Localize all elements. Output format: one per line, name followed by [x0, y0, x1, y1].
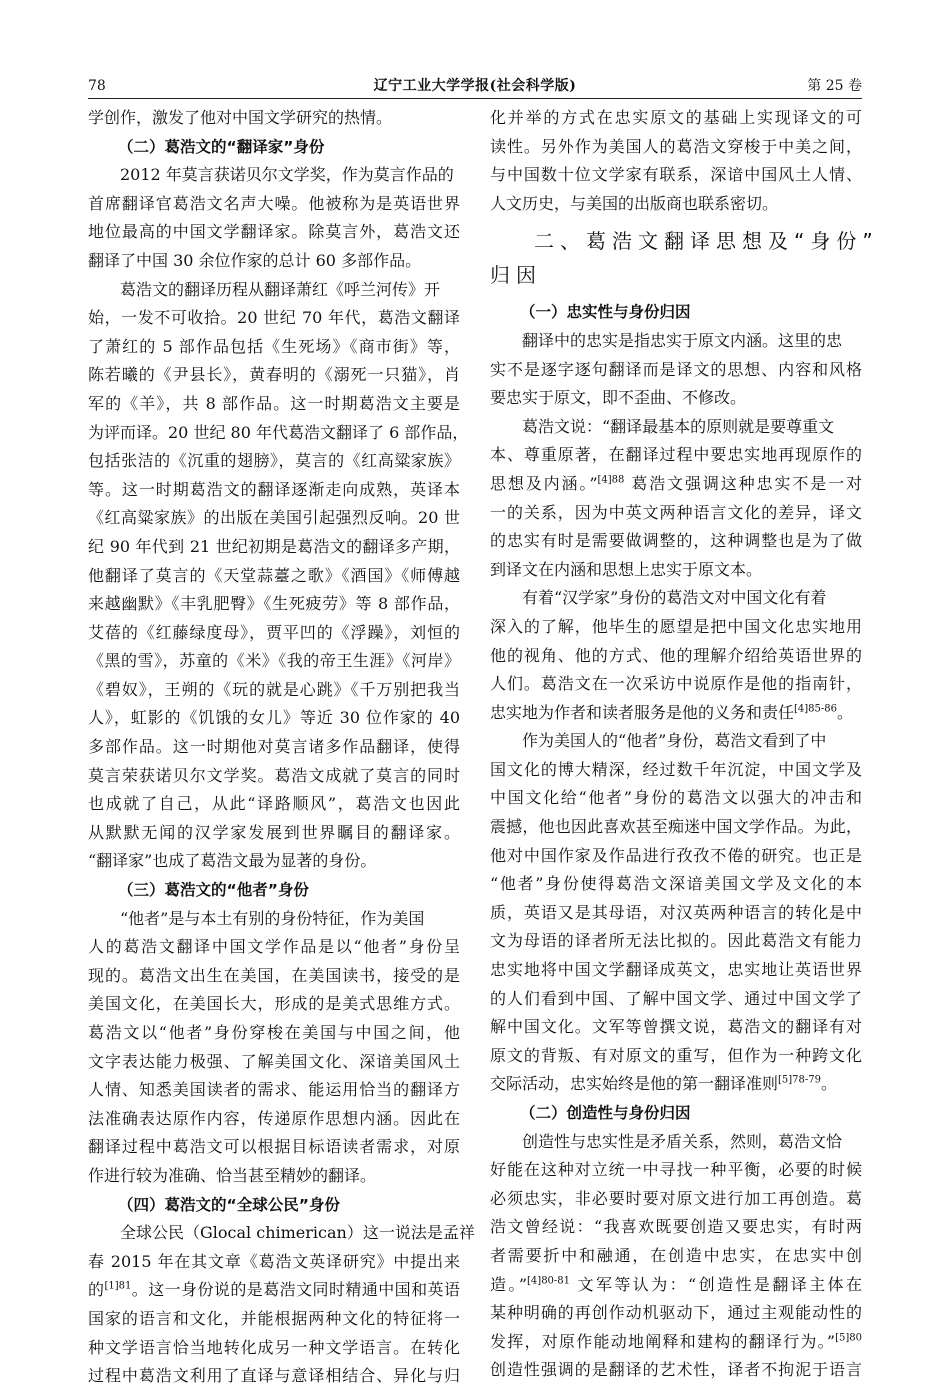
line-text: 葛浩文以“他者”身份穿梭在美国与中国之间，他 [88, 1023, 460, 1042]
text-line [88, 704, 460, 733]
line-text: 首席翻译官葛浩文名声大噪。他被称为是英语世界 [88, 193, 460, 213]
line-text: （一）忠实性与身份归因 [520, 303, 691, 322]
line-text: 葛浩文的翻译历程从翻译萧红《呼兰河传》开 [120, 279, 441, 299]
line-text: 纪 90 年代到 21 世纪初期是葛浩文的翻译多产期， [88, 536, 460, 556]
line-text: 深入的了解，他毕生的愿望是把中国文化忠实地用 [490, 616, 862, 636]
text-line [88, 1162, 460, 1191]
text-line [490, 956, 862, 985]
paragraph-first-line [490, 327, 862, 356]
text-line [88, 1019, 460, 1048]
line-text: 法准确表达原作内容，传递原作思想内涵。因此在 [88, 1108, 460, 1128]
line-text-tail: 。这一身份说的是葛浩文同时精通中国和英语 [131, 1280, 460, 1300]
line-text: 从默默无闻的汉学家发展到世界瞩目的翻译家。 [88, 822, 460, 842]
line-text: 翻译中的忠实是指忠实于原文内涵。这里的忠 [522, 330, 843, 350]
paragraph-first-line [490, 413, 862, 442]
line-text: 军的《羊》，共 8 部作品。这一时期葛浩文主要是 [88, 393, 460, 413]
line-text: 二、葛浩文翻译思想及“身份” [534, 229, 879, 254]
line-text: 本、尊重原著，在翻译过程中要忠实地再现原作的 [490, 445, 862, 465]
text-line [490, 1213, 862, 1242]
line-text: 忠实地将中国文学翻译成英文，忠实地让英语世界 [490, 960, 862, 980]
text-line [88, 790, 460, 819]
line-text: 好能在这种对立统一中寻找一种平衡，必要的时候 [490, 1160, 862, 1180]
text-line [490, 842, 862, 871]
journal-title: 辽宁工业大学学报(社会科学版) [373, 78, 577, 94]
text-line [490, 441, 862, 470]
line-text: 有着“汉学家”身份的葛浩文对中国文化有着 [522, 588, 827, 608]
text-line [490, 1013, 862, 1042]
line-text: 国家的语言和文化，并能根据两种文化的特征将一 [88, 1308, 460, 1328]
line-text: 创造性与忠实性是矛盾关系，然则，葛浩文恰 [522, 1131, 843, 1151]
line-text: 他对中国作家及作品进行孜孜不倦的研究。也正是 [490, 845, 862, 865]
text-line [88, 1305, 460, 1334]
text-line [490, 384, 862, 413]
text-line [88, 333, 460, 362]
line-text: 翻译了中国 30 余位作家的总计 60 多部作品。 [88, 250, 422, 270]
line-text: 美国文化，在美国长大，形成的是美式思维方式。 [88, 994, 460, 1014]
subsection-heading [88, 1191, 460, 1220]
text-line [88, 190, 460, 219]
line-text: 等。这一时期葛浩文的翻译逐渐走向成熟，英译本 [88, 479, 460, 499]
paragraph-first-line [88, 905, 460, 934]
paragraph-first-line [88, 276, 460, 305]
text-line [88, 1334, 460, 1363]
text-line [490, 104, 862, 133]
line-text-tail: 。 [837, 702, 854, 722]
text-line [490, 670, 862, 699]
text-line [490, 756, 862, 785]
line-text: 忠实地为作者和读者服务是他的义务和责任 [490, 702, 795, 722]
section-heading-continued [490, 258, 862, 292]
text-line [88, 819, 460, 848]
line-text: 必须忠实，非必要时要对原文进行加工再创造。葛 [490, 1188, 862, 1208]
line-text: 春 2015 年在其文章《葛浩文英译研究》中提出来 [88, 1251, 460, 1271]
citation-reference: [4]88 [597, 474, 625, 486]
line-text: 人们。葛浩文在一次采访中说原作是他的指南针， [490, 674, 862, 694]
text-line [490, 499, 862, 528]
paragraph-first-line [88, 161, 460, 190]
line-text: 始，一发不可收拾。20 世纪 70 年代，葛浩文翻译 [88, 308, 460, 328]
line-text: 的人们看到中国、了解中国文学、通过中国文学了 [490, 988, 862, 1008]
line-text: 某种明确的再创作动机驱动下，通过主观能动性的 [490, 1303, 862, 1323]
line-text: 归因 [490, 263, 542, 288]
text-line [490, 470, 862, 499]
line-text: 浩文曾经说：“我喜欢既要创造又要忠实，有时两 [490, 1217, 862, 1237]
line-text: 读性。另外作为美国人的葛浩文穿梭于中美之间， [490, 136, 862, 156]
line-text: 原文的背叛、有对原文的重写，但作为一种跨文化 [490, 1045, 862, 1065]
line-text: 多部作品。这一时期他对莫言诸多作品翻译，使得 [88, 737, 460, 757]
text-line [88, 847, 460, 876]
line-text: 震撼，他也因此喜欢甚至痴迷中国文学作品。为此， [490, 817, 862, 837]
text-line [88, 419, 469, 448]
text-line [88, 619, 460, 648]
line-text: 也成就了自己，从此“译路顺风”，葛浩文也因此 [88, 794, 460, 814]
line-text: 全球公民（Glocal chimerican）这一说法是孟祥 [120, 1223, 475, 1243]
line-text: 2012 年莫言获诺贝尔文学奖，作为莫言作品的 [120, 165, 454, 185]
text-line [88, 762, 460, 791]
line-text: “他者”身份使得葛浩文深谙美国文学及文化的本 [490, 874, 862, 894]
citation-reference: [1]81 [104, 1281, 132, 1293]
line-text: 学创作，激发了他对中国文学研究的热情。 [88, 108, 393, 127]
line-text: 葛浩文说：“翻译最基本的原则就是要尊重文 [522, 416, 835, 436]
text-line [88, 562, 460, 591]
line-text: 陈若曦的《尹县长》，黄春明的《溺死一只猫》，肖 [88, 365, 460, 385]
text-line [88, 533, 460, 562]
paragraph-first-line [88, 1219, 475, 1248]
text-line [88, 933, 460, 962]
text-line [490, 870, 862, 899]
line-text: 的 [88, 1280, 105, 1300]
line-text: 交际活动，忠实始终是他的第一翻译准则 [490, 1074, 779, 1094]
text-line [88, 1076, 460, 1105]
line-text: 来越幽默》《丰乳肥臀》《生死疲劳》等 8 部作品， [88, 594, 460, 614]
line-text: 的忠实有时是需要做调整的，这种调整也是为了做 [490, 531, 862, 551]
text-line [490, 813, 862, 842]
line-text: 他翻译了莫言的《天堂蒜薹之歌》《酒国》《师傅越 [88, 565, 460, 585]
text-line [490, 927, 862, 956]
text-line [490, 161, 862, 190]
text-line [88, 1276, 460, 1305]
line-text-tail: 葛浩文强调这种忠实不是一对 [624, 473, 862, 493]
subsection-heading [88, 876, 460, 905]
subsection-heading [490, 298, 862, 327]
text-line [88, 1362, 460, 1391]
line-text: 艾蓓的《红藤绿度母》，贾平凹的《浮躁》，刘恒的 [88, 622, 460, 642]
line-text: 国文化的博大精深，经过数千年沉淀，中国文学及 [490, 759, 862, 779]
text-line [490, 899, 862, 928]
text-line [490, 1070, 862, 1099]
text-line [490, 1156, 862, 1185]
line-text: 文为母语的译者所无法比拟的。因此葛浩文有能力 [490, 931, 862, 951]
text-line [88, 990, 460, 1019]
line-text: 他的视角、他的方式、他的理解介绍给英语世界的 [490, 645, 862, 665]
text-line [88, 962, 460, 991]
line-text: 中国文化给“他者”身份的葛浩文以强大的冲击和 [490, 788, 862, 808]
line-text: 造。” [490, 1274, 528, 1294]
line-text: 思想及内涵。” [490, 473, 598, 493]
line-text: 创造性强调的是翻译的艺术性，译者不拘泥于语言 [490, 1360, 862, 1380]
line-text: “他者”是与本土有别的身份特征，作为美国 [120, 908, 425, 928]
text-line [490, 1242, 862, 1271]
running-header [88, 74, 862, 99]
line-text: 发挥，对原作能动地阐释和建构的翻译行为。” [490, 1331, 836, 1351]
citation-reference: [5]80 [835, 1332, 862, 1344]
section-heading [490, 224, 879, 258]
citation-reference: [5]78-79 [778, 1075, 822, 1087]
line-text: 作进行较为准确、恰当甚至精妙的翻译。 [88, 1165, 377, 1185]
text-line [490, 1299, 862, 1328]
line-text: 了萧红的 5 部作品包括《生死场》《商市街》等， [88, 336, 460, 356]
text-line [88, 476, 460, 505]
text-line [490, 985, 862, 1014]
subsection-heading [88, 133, 460, 162]
right-column [490, 104, 879, 1385]
citation-reference: [4]80-81 [527, 1275, 571, 1287]
line-text: 翻译过程中葛浩文可以根据目标语读者需求，对原 [88, 1137, 460, 1157]
subsection-heading [490, 1099, 862, 1128]
line-text: 到译文在内涵和思想上忠实于原文本。 [490, 559, 763, 579]
text-line [88, 1133, 460, 1162]
text-line [88, 1048, 460, 1077]
line-text: 作为美国人的“他者”身份，葛浩文看到了中 [522, 731, 827, 751]
text-line [88, 676, 460, 705]
text-line [490, 784, 862, 813]
line-text: 质，英语又是其母语，对汉英两种语言的转化是中 [490, 902, 862, 922]
text-line [490, 642, 862, 671]
text-line [88, 447, 460, 476]
line-text: 一的关系，因为中英文两种语言文化的差异，译文 [490, 502, 862, 522]
line-text: 过程中葛浩文利用了直译与意译相结合、异化与归 [88, 1366, 460, 1386]
text-line [88, 390, 460, 419]
line-text: 与中国数十位文学家有联系，深谙中国风土人情、 [490, 165, 862, 185]
text-line [88, 304, 460, 333]
text-line [490, 356, 862, 385]
line-text: 莫言荣获诺贝尔文学奖。葛浩文成就了莫言的同时 [88, 765, 460, 785]
text-line [88, 647, 460, 676]
text-line [88, 361, 460, 390]
line-text-tail: 文军等认为：“创造性是翻译主体在 [570, 1274, 862, 1294]
line-text: 解中国文化。文军等曾撰文说，葛浩文的翻译有对 [490, 1017, 862, 1037]
text-line [490, 699, 862, 728]
volume-label: 第 25 卷 [807, 78, 862, 94]
citation-reference: [4]85-86 [794, 703, 838, 715]
line-text: 者需要折中和融通，在创造中忠实，在忠实中创 [490, 1245, 862, 1265]
paragraph-first-line [490, 584, 862, 613]
text-line [490, 556, 862, 585]
text-line [88, 218, 460, 247]
paragraph-first-line [490, 1128, 862, 1157]
text-line [88, 247, 460, 276]
text-line [490, 1185, 862, 1214]
line-text: 现的。葛浩文出生在美国，在美国读书，接受的是 [88, 965, 460, 985]
text-line [88, 1248, 460, 1277]
line-text: 人文历史，与美国的出版商也联系密切。 [490, 193, 779, 213]
left-column [88, 104, 475, 1391]
text-line [490, 527, 862, 556]
line-text: 包括张洁的《沉重的翅膀》，莫言的《红高粱家族》 [88, 451, 460, 471]
line-text: 实不是逐字逐句翻译而是译文的思想、内容和风格 [490, 359, 862, 379]
line-text: 《红高粱家族》的出版在美国引起强烈反响。20 世 [88, 508, 460, 528]
text-line [88, 104, 460, 133]
text-line [490, 1271, 862, 1300]
text-line [88, 504, 460, 533]
line-text: 人情、知悉美国读者的需求、能运用恰当的翻译方 [88, 1080, 460, 1100]
line-text: 《碧奴》，王朔的《玩的就是心跳》《千万别把我当 [88, 679, 460, 699]
line-text: 化并举的方式在忠实原文的基础上实现译文的可 [490, 108, 862, 127]
line-text: （三）葛浩文的“他者”身份 [118, 881, 309, 900]
paragraph-first-line [490, 727, 862, 756]
text-line [490, 1328, 862, 1357]
text-line [490, 1356, 862, 1385]
line-text: 种文学语言恰当地转化成另一种文学语言。在转化 [88, 1337, 460, 1357]
text-line [490, 133, 862, 162]
line-text: 为评而译。20 世纪 80 年代葛浩文翻译了 6 部作品， [88, 422, 469, 442]
text-line [490, 190, 862, 219]
text-line [490, 1042, 862, 1071]
line-text: 人的葛浩文翻译中国文学作品是以“他者”身份呈 [88, 937, 460, 957]
text-line [490, 613, 862, 642]
line-text: 人》，虹影的《饥饿的女儿》等近 30 位作家的 40 [88, 708, 460, 728]
page-number: 78 [88, 78, 106, 94]
line-text-tail: 。 [821, 1074, 838, 1094]
text-line [88, 733, 460, 762]
line-text: 《黑的雪》，苏童的《米》《我的帝王生涯》《河岸》 [88, 651, 460, 671]
text-line [88, 590, 460, 619]
line-text: （四）葛浩文的“全球公民”身份 [118, 1195, 340, 1214]
line-text: （二）创造性与身份归因 [520, 1104, 691, 1122]
line-text: “翻译家”也成了葛浩文最为显著的身份。 [88, 851, 377, 871]
text-line [88, 1105, 460, 1134]
line-text: （二）葛浩文的“翻译家”身份 [118, 137, 325, 156]
line-text: 文字表达能力极强、了解美国文化、深谙美国风土 [88, 1051, 460, 1071]
line-text: 地位最高的中国文学翻译家。除莫言外，葛浩文还 [88, 222, 460, 242]
line-text: 要忠实于原文，即不歪曲、不修改。 [490, 388, 747, 408]
